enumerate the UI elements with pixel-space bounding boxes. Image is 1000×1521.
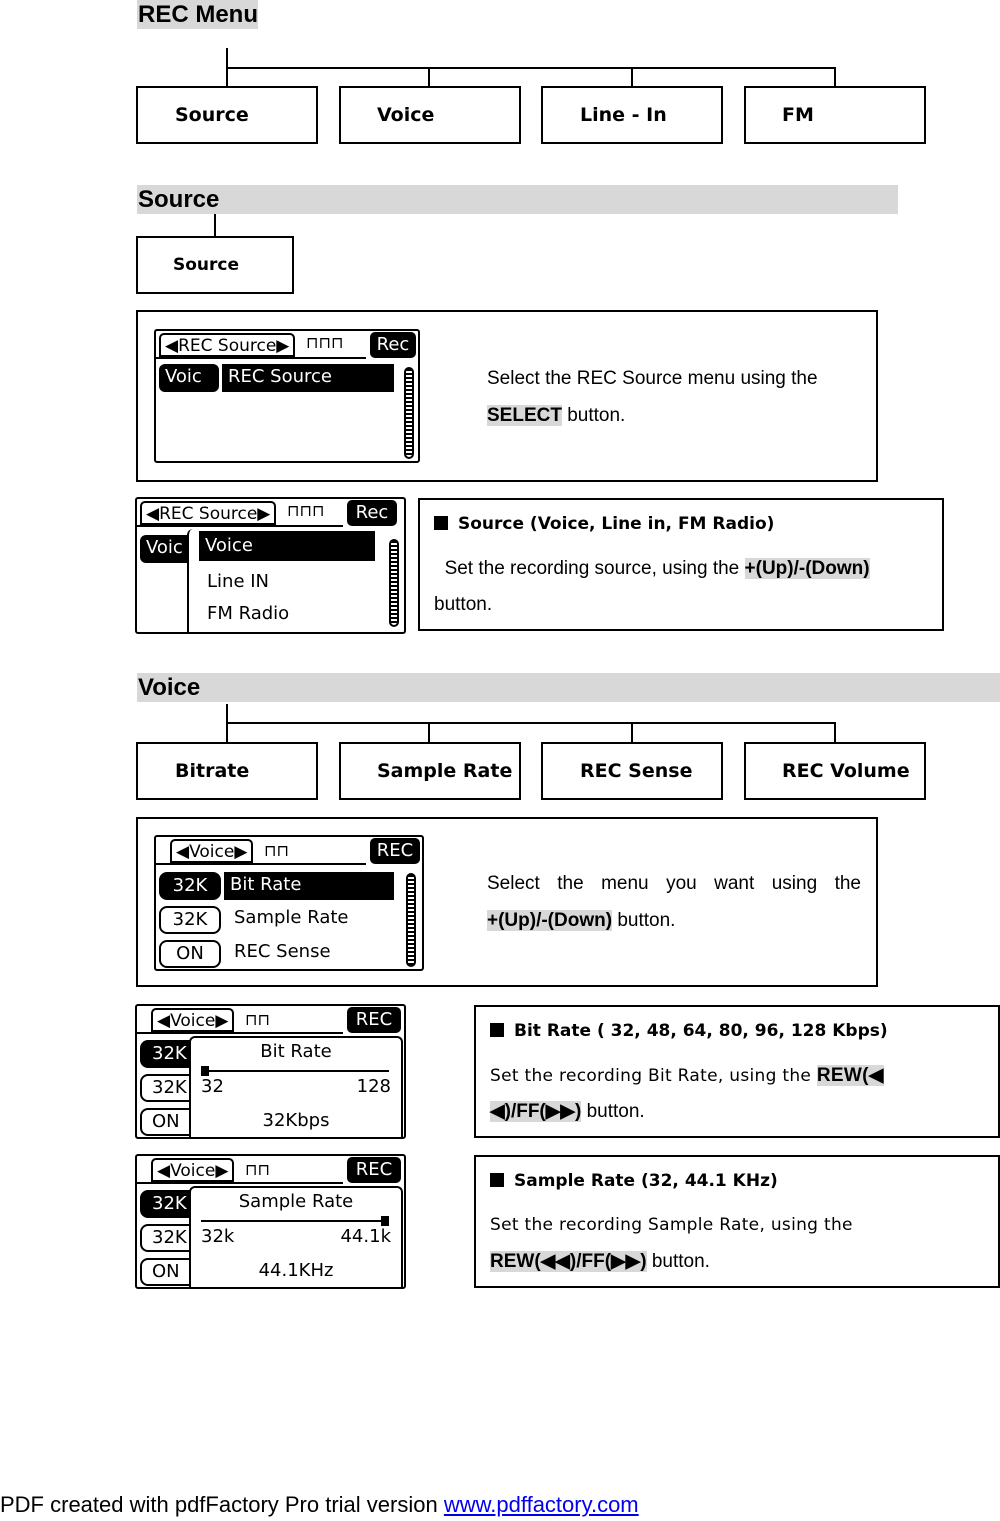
current-value: 44.1KHz — [258, 1260, 334, 1281]
source-list-screen — [135, 497, 406, 634]
rec-menu-item-fm: FM — [744, 86, 926, 144]
source-tree-line — [214, 214, 216, 236]
select-key: SELECT — [487, 405, 562, 426]
voice-menu-description: Select the menu you want using the — [487, 873, 861, 894]
slider-max-label: 128 — [356, 1076, 391, 1097]
voice-menu-screen — [154, 835, 424, 971]
screen-tab: ◀Voice▶ — [151, 1158, 234, 1182]
slider-track — [201, 1070, 389, 1072]
rec-source-screen — [154, 329, 420, 463]
row-left-label: Voic — [159, 364, 219, 392]
bitrate-popup — [189, 1036, 403, 1139]
screen-tab: ◀Voice▶ — [170, 839, 253, 863]
bullet-square-icon — [490, 1173, 504, 1187]
slider-knob — [201, 1066, 209, 1076]
row-value: 32K — [140, 1224, 202, 1252]
tab-folder-icon: ⊓⊓⊓ — [306, 333, 344, 352]
rec-badge: REC — [347, 1157, 401, 1183]
current-value: 32Kbps — [262, 1110, 330, 1131]
voice-item-rec-sense: REC Sense — [541, 742, 723, 800]
slider-min-label: 32 — [201, 1076, 224, 1097]
bitrate-title: Bit Rate ( 32, 48, 64, 80, 96, 128 Kbps) — [514, 1021, 888, 1041]
tab-folder-icon: ⊓⊓⊓ — [287, 501, 325, 520]
option-voice: Voice — [199, 531, 375, 561]
samplerate-panel: Sample Rate (32, 44.1 KHz) Set the recording Sample Rate, using the REW(◀◀)/FF(▶▶) button. — [474, 1155, 1000, 1288]
rec-badge: REC — [347, 1007, 401, 1033]
up-down-key: +(Up)/-(Down) — [487, 910, 613, 931]
samplerate-title: Sample Rate (32, 44.1 KHz) — [514, 1171, 778, 1191]
row-value: 32K — [159, 872, 221, 900]
voice-item-bitrate: Bitrate — [136, 742, 318, 800]
scrollbar — [404, 367, 414, 459]
slider-track — [201, 1220, 389, 1222]
pdf-footer: PDF created with pdfFactory Pro trial version www.pdffactory.com — [0, 1492, 639, 1517]
row-value: ON — [140, 1108, 202, 1136]
tab-folder-icon: ⊓⊓ — [245, 1010, 270, 1029]
bitrate-panel: Bit Rate ( 32, 48, 64, 80, 96, 128 Kbps) Set the recording Bit Rate, using the REW(◀ ◀)/FF(▶▶) button. — [474, 1005, 1000, 1138]
screen-tab: ◀REC Source▶ — [159, 333, 295, 357]
source-option-title: Source (Voice, Line in, FM Radio) — [458, 514, 775, 534]
row-value: 32K — [140, 1190, 202, 1218]
rec-menu-heading: REC Menu — [138, 1, 258, 28]
row-value: 32K — [159, 906, 221, 934]
tab-folder-icon: ⊓⊓ — [245, 1160, 270, 1179]
rec-badge: Rec — [370, 332, 416, 358]
row-label-sample-rate: Sample Rate — [234, 907, 349, 928]
up-down-key: +(Up)/-(Down) — [744, 558, 870, 579]
rew-key: REW(◀ — [816, 1065, 884, 1086]
voice-item-sample-rate: Sample Rate — [339, 742, 521, 800]
source-item: Source — [136, 236, 294, 294]
option-fm-radio: FM Radio — [207, 603, 290, 624]
source-dropdown — [187, 529, 377, 634]
rec-source-description: Select the REC Source menu using the SELECT button. — [487, 368, 818, 426]
row-value: 32K — [140, 1074, 202, 1102]
row-value: ON — [159, 940, 221, 968]
scrollbar — [406, 873, 416, 967]
ff-key: ◀)/FF(▶▶) — [490, 1101, 582, 1122]
screen-tab: ◀REC Source▶ — [140, 501, 276, 525]
samplerate-screen — [135, 1154, 406, 1289]
pdffactory-link[interactable]: www.pdffactory.com — [443, 1492, 639, 1517]
voice-heading: Voice — [137, 673, 1000, 702]
rew-ff-key: REW(◀◀)/FF(▶▶) — [490, 1251, 647, 1272]
row-value: ON — [140, 1258, 202, 1286]
popup-title: Sample Rate — [238, 1191, 354, 1212]
rec-menu-item-voice: Voice — [339, 86, 521, 144]
scrollbar — [389, 539, 399, 627]
voice-item-rec-volume: REC Volume — [744, 742, 926, 800]
bullet-square-icon — [434, 516, 448, 530]
rec-menu-item-line-in: Line - In — [541, 86, 723, 144]
source-option-panel: Source (Voice, Line in, FM Radio) Set the recording source, using the +(Up)/-(Down) button. — [418, 498, 944, 631]
source-heading: Source — [137, 185, 898, 214]
row-value: 32K — [140, 1040, 202, 1068]
row-label-rec-sense: REC Sense — [234, 941, 331, 962]
tab-folder-icon: ⊓⊓ — [264, 841, 289, 860]
row-selected-label: REC Source — [222, 364, 394, 392]
rec-menu-item-source: Source — [136, 86, 318, 144]
slider-knob — [381, 1216, 389, 1226]
popup-title: Bit Rate — [260, 1041, 332, 1062]
slider-max-label: 44.1k — [340, 1226, 391, 1247]
samplerate-popup — [189, 1186, 403, 1289]
slider-min-label: 32k — [201, 1226, 235, 1247]
screen-tab: ◀Voice▶ — [151, 1008, 234, 1032]
row-left-label: Voic — [140, 535, 200, 563]
option-line-in: Line IN — [207, 571, 270, 592]
bitrate-screen — [135, 1004, 406, 1139]
rec-badge: REC — [370, 838, 420, 864]
bullet-square-icon — [490, 1023, 504, 1037]
rec-badge: Rec — [347, 500, 397, 526]
row-label-bit-rate: Bit Rate — [224, 872, 394, 900]
